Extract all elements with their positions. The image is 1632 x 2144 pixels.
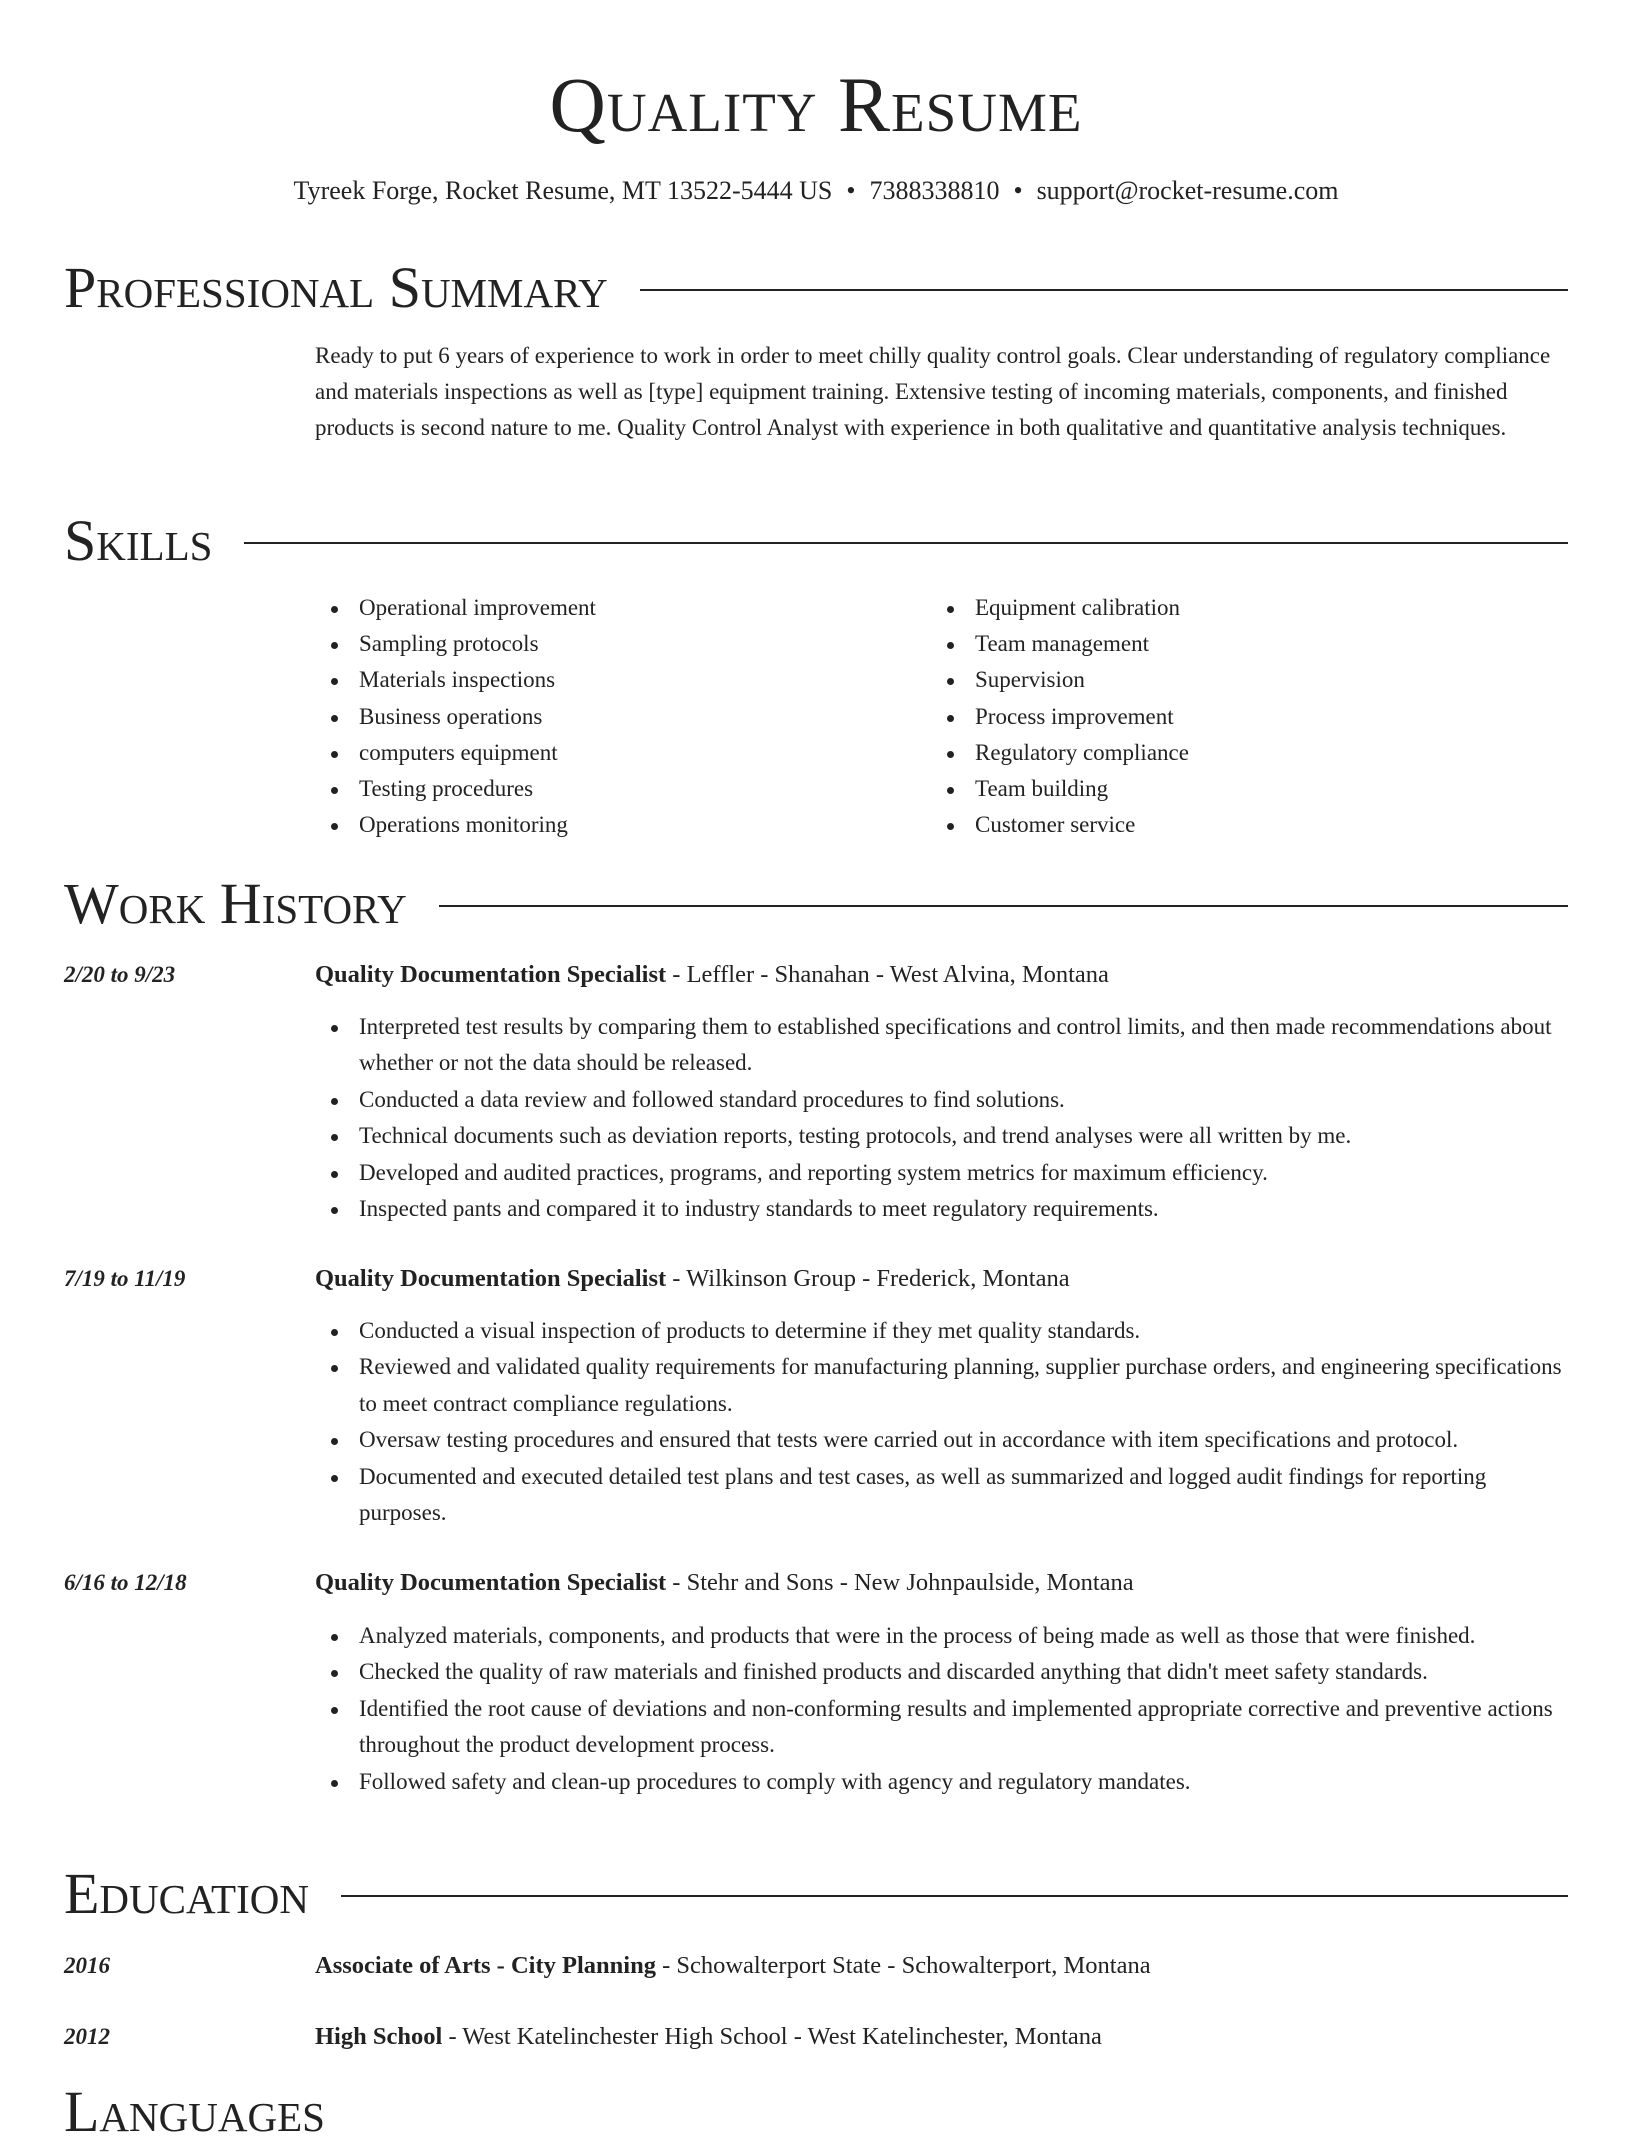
job-bullet: Conducted a visual inspection of products to determine if they met quality standards.	[315, 1313, 1568, 1349]
skill-item: Operational improvement	[315, 590, 915, 626]
skill-item: Team management	[931, 626, 1531, 662]
education-entry	[315, 2019, 1568, 2055]
contact-phone: 7388338810	[869, 176, 1000, 205]
job-role: Quality Documentation Specialist	[315, 1569, 667, 1596]
resume-name: Quality Resume	[549, 61, 1083, 148]
skills-section-header	[64, 509, 1568, 573]
section-divider	[341, 1895, 1568, 1897]
summary-text: Ready to put 6 years of experience to work in order to meet chilly quality control goals. Clear understanding of regulatory compliance and materials inspections as well as [type] equipment training. Extensive testing of incoming materials, components, and finished products is second nature to me. Quality Control Analyst with experience in both qualitative and quantitative analysis techniques.	[315, 343, 1551, 440]
job-heading	[315, 1261, 1568, 1297]
languages-section-title: Languages	[64, 2079, 325, 2144]
job-bullet: Interpreted test results by comparing them to established specifications and control limits, and then made recommendations about whether or not the data should be released.	[315, 1009, 1568, 1082]
work-section-title: Work History	[64, 871, 407, 936]
education-year: 2016	[64, 1953, 110, 1978]
job-bullet: Conducted a data review and followed standard procedures to find solutions.	[315, 1082, 1568, 1118]
languages-section-header	[64, 2080, 1568, 2144]
job-bullet: Technical documents such as deviation reports, testing protocols, and trend analyses were all written by me.	[315, 1118, 1568, 1154]
job-bullet: Analyzed materials, components, and products that were in the process of being made as well as those that were finished.	[315, 1618, 1568, 1654]
job-dates: 2/20 to 9/23	[64, 962, 176, 987]
skill-item: Materials inspections	[315, 662, 915, 698]
skills-list-right	[931, 590, 1531, 843]
job-bullets	[315, 1313, 1568, 1531]
skill-item: Process improvement	[931, 699, 1531, 735]
work-section-header	[64, 872, 1568, 936]
job-role: Quality Documentation Specialist	[315, 1265, 667, 1292]
skill-item: Customer service	[931, 807, 1531, 843]
skills-section-title: Skills	[64, 508, 213, 573]
job-bullet: Identified the root cause of deviations and non-conforming results and implemented appropriate corrective and preventive actions throughout the product development process.	[315, 1691, 1568, 1764]
job-details: - Wilkinson Group - Frederick, Montana	[666, 1265, 1070, 1292]
education-section-title: Education	[64, 1861, 309, 1926]
contact-separator: •	[1013, 176, 1023, 205]
job-bullet: Reviewed and validated quality requirements for manufacturing planning, supplier purchase orders, and engineering specifications to meet contract compliance regulations.	[315, 1349, 1568, 1422]
section-divider	[439, 905, 1568, 907]
education-degree: High School	[315, 2023, 443, 2050]
education-details: - West Katelinchester High School - West Katelinchester, Montana	[442, 2023, 1102, 2050]
skill-item: Operations monitoring	[315, 807, 915, 843]
job-role: Quality Documentation Specialist	[315, 961, 667, 988]
job-details: - Stehr and Sons - New Johnpaulside, Montana	[666, 1569, 1134, 1596]
job-bullet: Documented and executed detailed test plans and test cases, as well as summarized and logged audit findings for reporting purposes.	[315, 1459, 1568, 1532]
section-divider	[640, 289, 1568, 291]
skill-item: Sampling protocols	[315, 626, 915, 662]
section-divider	[244, 542, 1568, 544]
job-heading	[315, 1565, 1568, 1601]
summary-section-header	[64, 256, 1568, 320]
contact-separator: •	[846, 176, 856, 205]
job-heading	[315, 957, 1568, 993]
skill-item: computers equipment	[315, 735, 915, 771]
job-bullets	[315, 1618, 1568, 1800]
contact-line	[64, 174, 1568, 208]
contact-email: support@rocket-resume.com	[1036, 176, 1339, 205]
skill-item: Regulatory compliance	[931, 735, 1531, 771]
contact-address: Tyreek Forge, Rocket Resume, MT 13522-5444 US	[293, 176, 833, 205]
skill-item: Team building	[931, 771, 1531, 807]
job-bullet: Followed safety and clean-up procedures to comply with agency and regulatory mandates.	[315, 1764, 1568, 1800]
job-dates: 7/19 to 11/19	[64, 1266, 186, 1291]
job-bullet: Checked the quality of raw materials and finished products and discarded anything that didn't meet safety standards.	[315, 1654, 1568, 1690]
job-bullets	[315, 1009, 1568, 1227]
education-year: 2012	[64, 2024, 110, 2049]
job-details: - Leffler - Shanahan - West Alvina, Montana	[666, 961, 1109, 988]
job-dates: 6/16 to 12/18	[64, 1570, 187, 1595]
job-bullet: Developed and audited practices, programs, and reporting system metrics for maximum efficiency.	[315, 1155, 1568, 1191]
job-bullet: Oversaw testing procedures and ensured that tests were carried out in accordance with item specifications and protocol.	[315, 1422, 1568, 1458]
skill-item: Business operations	[315, 699, 915, 735]
skill-item: Supervision	[931, 662, 1531, 698]
skill-item: Equipment calibration	[931, 590, 1531, 626]
skills-list-left	[315, 590, 915, 843]
education-section-header	[64, 1862, 1568, 1926]
education-degree: Associate of Arts - City Planning	[315, 1952, 656, 1979]
education-entry	[315, 1948, 1568, 1984]
job-bullet: Inspected pants and compared it to industry standards to meet regulatory requirements.	[315, 1191, 1568, 1227]
skill-item: Testing procedures	[315, 771, 915, 807]
education-details: - Schowalterport State - Schowalterport, Montana	[655, 1952, 1151, 1979]
summary-section-title: Professional Summary	[64, 255, 608, 320]
